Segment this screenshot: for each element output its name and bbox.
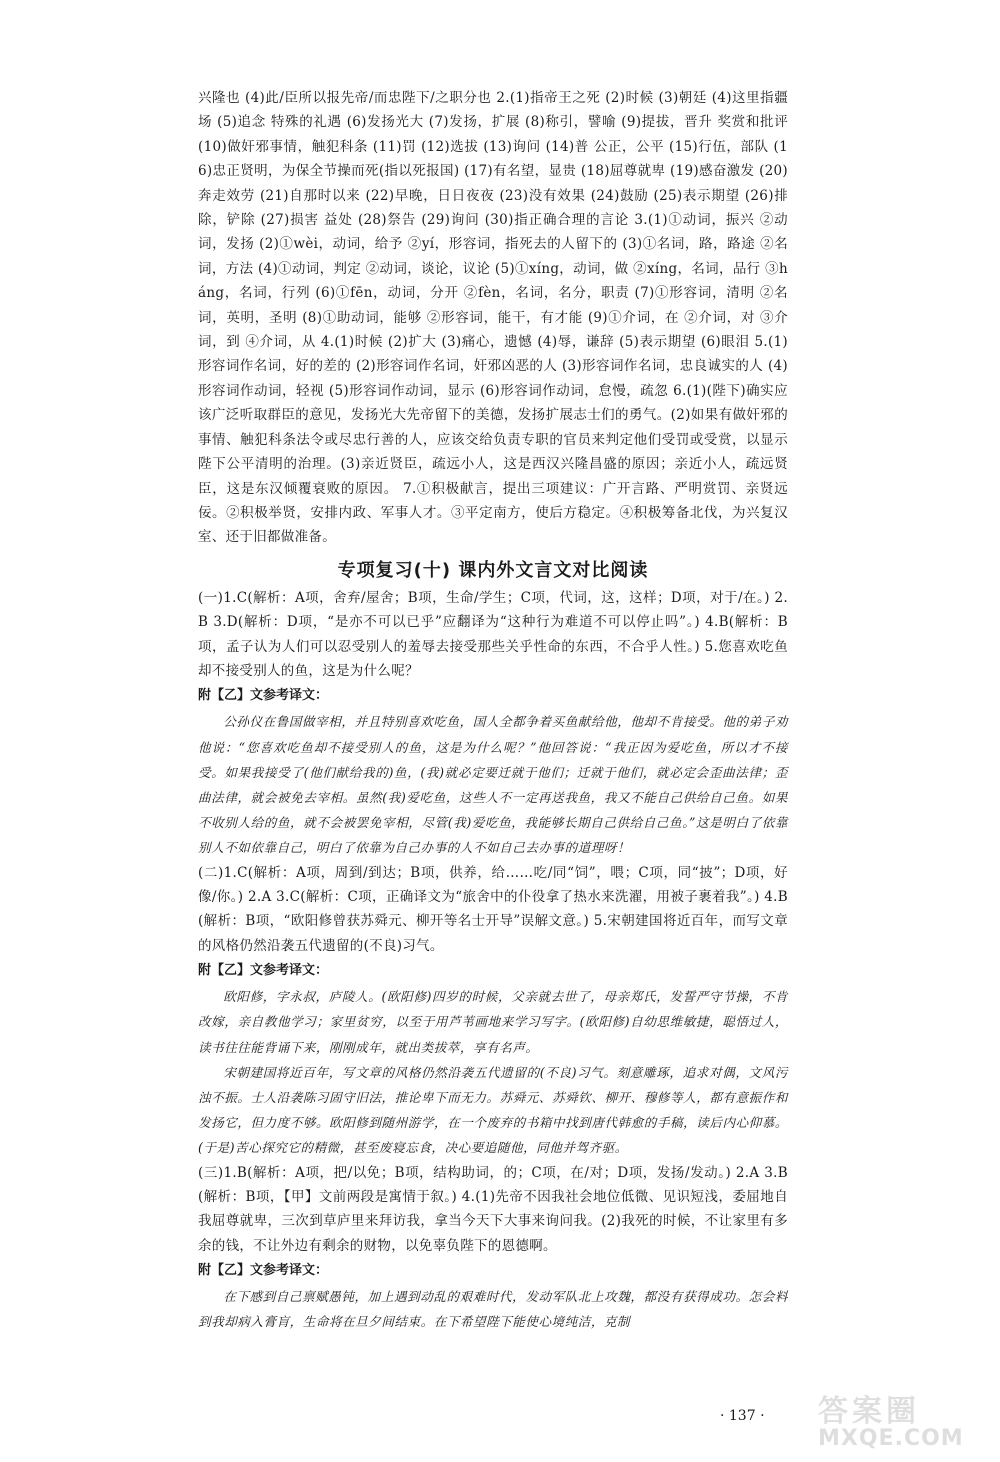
watermark-url: MXQE.COM (818, 1426, 964, 1451)
translation-label: 附【乙】文参考译文： (198, 688, 329, 704)
watermark-logo (818, 1386, 988, 1456)
translation-paragraph: 在下感到自己禀赋愚钝，加上遇到动乱的艰难时代，发动军队北上攻魏，都没有获得成功。怎会料到我却病入膏肓，生命将在旦夕间结束。在下希望陛下能使心境纯洁，克制 (198, 1289, 788, 1330)
answer-paragraph: 兴隆也 (4)此/臣所以报先帝/而忠陛下/之职分也 2.(1)指帝王之死 (2)时候 (3)朝廷 (4)这里指疆场 (5)追念 特殊的礼遇 (6)发扬光大 (7)发扬，扩展 (8)称引，譬喻 (9)提拔，晋升 奖赏和批评 (10)做奸邪事情，触犯科条 (11)罚 (12)选拔 (13)询问 (14)普 公正，公平 (15)行伍，部队 (16)忠正贤明，为保全节操而死(指以死报国) (17)有名望，显贵 (18)屈尊就卑 (19)感奋激发 (20)奔走效劳 (21)自那时以来 (22)早晚，日日夜夜 (23)没有效果 (24)鼓励 (25)表示期望 (26)排除，铲除 (27)损害 益处 (28)祭告 (29)询问 (30)指正确合理的言论 3.(1)①动词，振兴 ②动词，发扬 (2)①wèi，动词，给予 ②yí，形容词，指死去的人留下的 (3)①名词，路，路途 ②名词，方法 (4)①动词，判定 ②动词，谈论，议论 (5)①xíng，动词，做 ②xíng，名词，品行 ③háng，名词，行列 (6)①fēn，动词，分开 ②fèn，名词，名分，职责 (7)①形容词，清明 ②名词，英明，圣明 (8)①助动词，能够 ②形容词，能干，有才能 (9)①介词，在 ②介词，对 ③介词，到 ④介词，从 4.(1)时候 (2)扩大 (3)痛心，遗憾 (4)辱，谦辞 (5)表示期望 (6)眼泪 5.(1)形容词作名词，好的差的 (2)形容词作名词，奸邪凶恶的人 (3)形容词作名词，忠良诚实的人 (4)形容词作动词，轻视 (5)形容词作动词，显示 (6)形容词作动词，怠慢，疏忽 6.(1)(陛下)确实应该广泛听取群臣的意见，发扬光大先帝留下的美德，发扬扩展志士们的勇气。(2)如果有做奸邪的事情、触犯科条法令或尽忠行善的人，应该交给负责专职的官员来判定他们受罚或受赏，以显示陛下公平清明的治理。(3)亲近贤臣，疏远小人，这是西汉兴隆昌盛的原因；亲近小人，疏远贤臣，这是东汉倾覆衰败的原因。 7.①积极献言，提出三项建议：广开言路、严明赏罚、亲贤远佞。②积极举贤，安排内政、军事人才。③平定南方，使后方稳定。④积极筹备北伐，为兴复汉室、还于旧都做准备。 (198, 90, 788, 546)
translation-label: 附【乙】文参考译文： (198, 963, 329, 979)
answer-paragraph: (一)1.C(解析：A项，舍弃/屋舍；B项，生命/学生；C项，代词，这，这样；D项，对于/在。) 2.B 3.D(解析：D项，“是亦不可以已乎”应翻译为“这种行为难道不可以停止吗”。) 4.B(解析：B项，孟子认为人们可以忍受别人的羞辱去接受那些关乎性命的东西，不合乎人性。) 5.您喜欢吃鱼却不接受别人的鱼，这是为什么呢？ (198, 589, 788, 679)
answer-paragraph: (三)1.B(解析：A项，把/以免；B项，结构助词，的；C项，在/对；D项，发扬/发动。) 2.A 3.B(解析：B项，【甲】文前两段是寓情于叙。) 4.(1)先帝不因我社会地位低微、见识短浅，委屈地自我屈尊就卑，三次到草庐里来拜访我，拿当今天下大事来询问我。(2)我死的时候，不让家里有多余的钱，不让外边有剩余的财物，以免辜负陛下的恩德啊。 (198, 1164, 788, 1254)
translation-paragraph: 宋朝建国将近百年，写文章的风格仍然沿袭五代遗留的(不良)习气。刻意雕琢，追求对偶，文风污浊不振。士人沿袭陈习固守旧法，推论卑下而无力。苏舜元、苏舜钦、柳开、穆修等人，都有意振作和发扬它，但力度不够。欧阳修到随州游学，在一个废弃的书箱中找到唐代韩愈的手稿，读后内心仰慕。(于是)苦心探究它的精微，甚至废寝忘食，决心要追随他，同他并驾齐驱。 (198, 1064, 788, 1156)
section-heading: 专项复习(十) 课内外文言文对比阅读 (337, 559, 649, 581)
watermark-title: 答案圈 (818, 1394, 920, 1429)
answer-paragraph: (二)1.C(解析：A项，周到/到达；B项，供养，给……吃/同“饲”，喂；C项，同“披”；D项，好像/你。) 2.A 3.C(解析：C项，正确译文为“旅舍中的仆役拿了热水来洗濯，用被子裹着我”。) 4.B(解析：B项，“欧阳修曾获苏舜元、柳开等名士开导”误解文意。) 5.宋朝建国将近百年，而写文章的风格仍然沿袭五代遗留的(不良)习气。 (198, 864, 788, 954)
translation-paragraph: 公孙仪在鲁国做宰相，并且特别喜欢吃鱼，国人全都争着买鱼献给他，他却不肯接受。他的弟子劝他说：“您喜欢吃鱼却不接受别人的鱼，这是为什么呢？”他回答说：“我正因为爱吃鱼，所以才不接受。如果我接受了(他们献给我的)鱼，(我)就必定要迁就于他们；迁就于他们，就必定会歪曲法律；歪曲法律，就会被免去宰相。虽然(我)爱吃鱼，这些人不一定再送我鱼，我又不能自己供给自己鱼。如果不收别人给的鱼，就不会被罢免宰相，尽管(我)爱吃鱼，我能够长期自己供给自己鱼。”这是明白了依靠别人不如依靠自己，明白了依靠为自己办事的人不如自己去办事的道理呀！ (198, 714, 788, 856)
translation-label: 附【乙】文参考译文： (198, 1263, 329, 1279)
page-content (198, 86, 788, 1335)
translation-paragraph: 欧阳修，字永叔，庐陵人。(欧阳修)四岁的时候，父亲就去世了，母亲郑氏，发誓严守节操，不肯改嫁，亲自教他学习；家里贫穷，以至于用芦苇画地来学习写字。(欧阳修)自幼思维敏捷，聪悟过人，读书往往能背诵下来，刚刚成年，就出类拔萃，享有名声。 (198, 989, 788, 1055)
page-number: · 137 · (720, 1408, 765, 1424)
